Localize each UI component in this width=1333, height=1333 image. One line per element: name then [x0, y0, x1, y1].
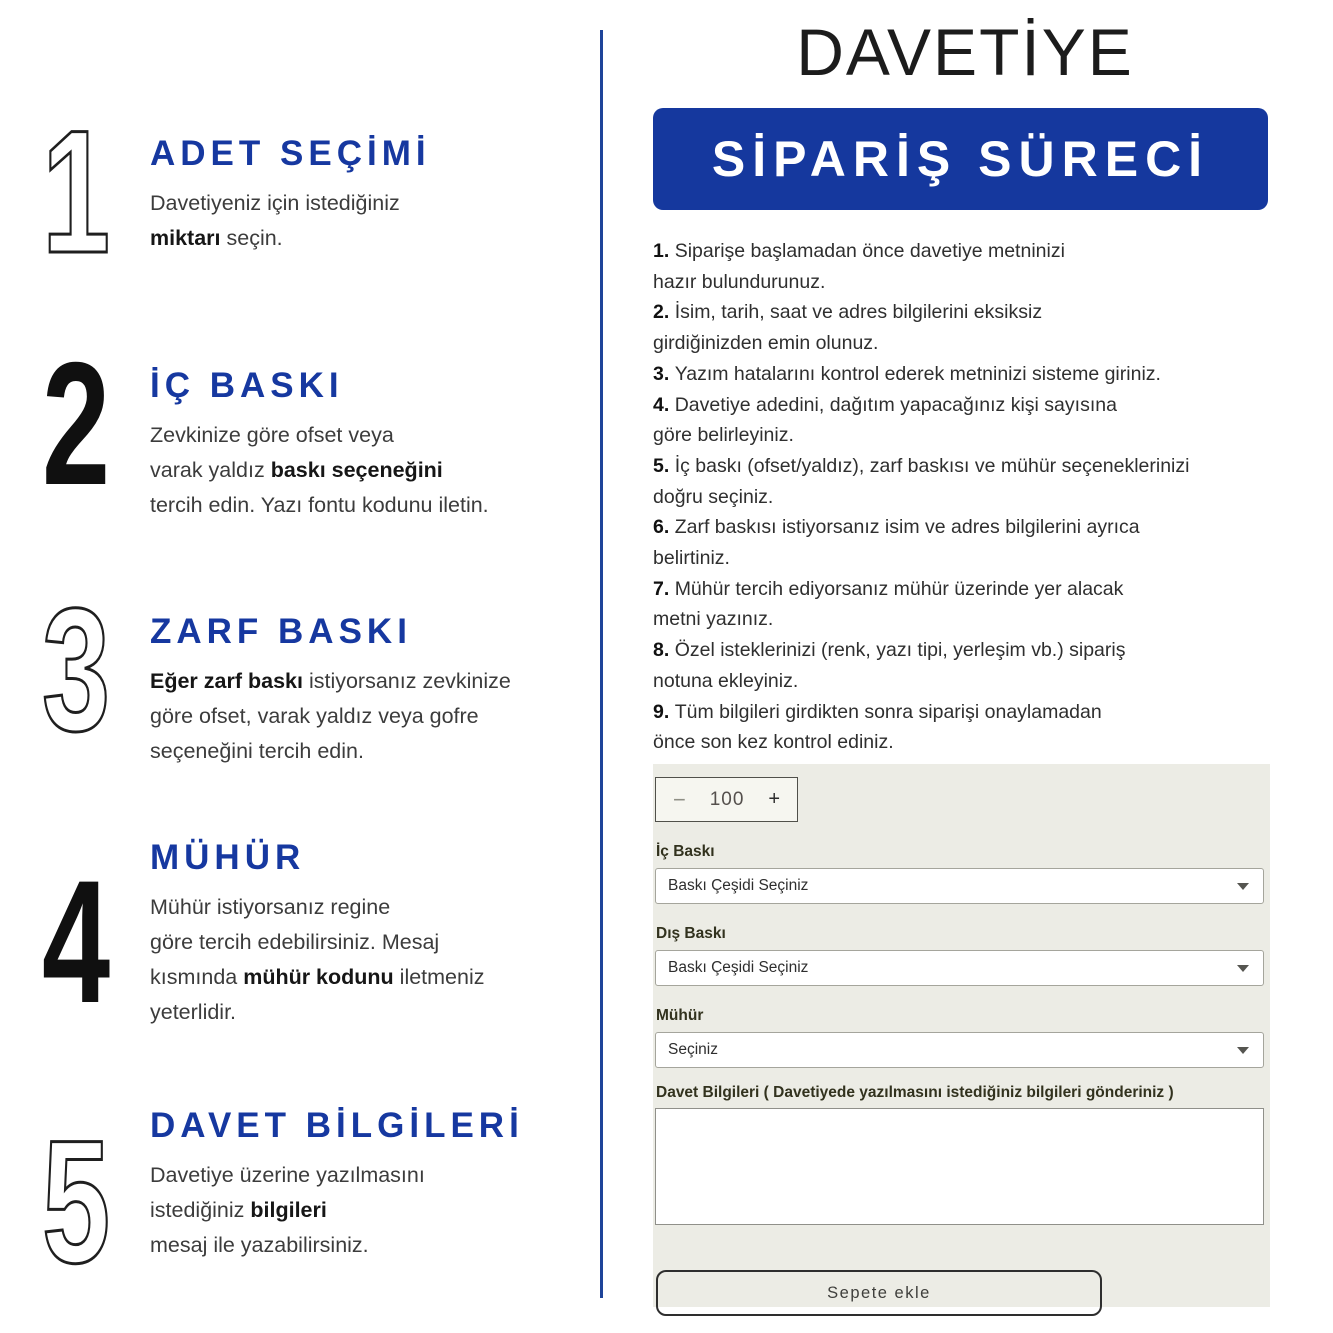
instruction-item: 8. Özel isteklerinizi (renk, yazı tipi, yerleşim vb.) sipariş notuna ekleyiniz.	[653, 639, 1126, 692]
chevron-down-icon	[1237, 965, 1249, 972]
step-2	[42, 327, 587, 523]
davet-bilgileri-label: Davet Bilgileri ( Davetiyede yazılmasını istediğiniz bilgileri gönderiniz )	[656, 1084, 1174, 1101]
step-title: DAVET BİLGİLERİ	[150, 1106, 524, 1145]
order-process-banner	[653, 108, 1268, 210]
step-title: ADET SEÇİMİ	[150, 134, 431, 173]
davet-bilgileri-textarea[interactable]	[655, 1108, 1264, 1225]
vertical-divider	[600, 30, 603, 1298]
order-process-banner-text: SİPARİŞ SÜRECİ	[711, 131, 1210, 187]
step-title: MÜHÜR	[150, 838, 306, 877]
ic-baski-select[interactable]	[655, 868, 1264, 904]
step-4	[42, 832, 587, 1040]
instruction-item: 7. Mühür tercih ediyorsanız mühür üzerinde yer alacak metni yazınız.	[653, 577, 1124, 631]
ic-baski-label: İç Baskı	[656, 843, 715, 860]
instruction-item: 2. İsim, tarih, saat ve adres bilgilerini eksiksiz girdiğinizden emin olunuz.	[653, 301, 1043, 355]
step-3	[42, 573, 587, 769]
dis-baski-label: Dış Baskı	[656, 925, 726, 942]
dis-baski-select[interactable]	[655, 950, 1264, 986]
quantity-stepper[interactable]	[655, 777, 798, 822]
step-body: Davetiye üzerine yazılmasını istediğiniz bilgileri mesaj ile yazabilirsiniz.	[150, 1163, 425, 1257]
step-1	[42, 95, 587, 290]
quantity-decrease-button[interactable]: −	[673, 786, 686, 812]
step-number: 1	[42, 95, 111, 290]
page-title: DAVETİYE	[796, 15, 1134, 89]
muhur-select[interactable]	[655, 1032, 1264, 1068]
dis-baski-selected-value: Baskı Çeşidi Seçiniz	[668, 959, 809, 976]
ic-baski-selected-value: Baskı Çeşidi Seçiniz	[668, 877, 809, 894]
instruction-item: 6. Zarf baskısı istiyorsanız isim ve adres bilgilerini ayrıca belirtiniz.	[653, 516, 1140, 570]
instruction-item: 1. Siparişe başlamadan önce davetiye metninizi hazır bulundurunuz.	[653, 240, 1065, 293]
muhur-label: Mühür	[656, 1007, 704, 1024]
step-title: İÇ BASKI	[150, 366, 344, 405]
quantity-value[interactable]: 100	[709, 788, 745, 810]
step-body: Eğer zarf baskı istiyorsanız zevkinize göre ofset, varak yaldız veya gofre seçeneğini tercih edin.	[150, 669, 511, 763]
muhur-selected-value: Seçiniz	[668, 1041, 718, 1058]
step-number: 4	[42, 845, 111, 1040]
step-number: 5	[42, 1105, 111, 1300]
instruction-item: 3. Yazım hatalarını kontrol ederek metninizi sisteme giriniz.	[653, 362, 1161, 385]
step-number: 3	[42, 573, 111, 768]
order-form	[653, 764, 1270, 1307]
step-number: 2	[42, 327, 111, 522]
step-body: Zevkinize göre ofset veya varak yaldız baskı seçeneğini tercih edin. Yazı fontu kodunu iletin.	[150, 423, 489, 517]
instruction-item: 9. Tüm bilgileri girdikten sonra siparişi onaylamadan önce son kez kontrol ediniz.	[653, 700, 1102, 754]
add-to-cart-button[interactable]: Sepete ekle	[656, 1270, 1102, 1316]
instructions-list	[653, 236, 1293, 758]
step-body: Mühür istiyorsanız regine göre tercih edebilirsiniz. Mesaj kısmında mühür kodunu iletmeniz yeterlidir.	[150, 895, 485, 1024]
chevron-down-icon	[1237, 883, 1249, 890]
quantity-increase-button[interactable]: +	[768, 788, 780, 810]
instruction-item: 4. Davetiye adedini, dağıtım yapacağınız kişi sayısına göre belirleyiniz.	[653, 393, 1117, 447]
step-body: Davetiyeniz için istediğiniz miktarı seçin.	[150, 191, 400, 250]
instruction-item: 5. İç baskı (ofset/yaldız), zarf baskısı ve mühür seçeneklerinizi doğru seçiniz.	[653, 454, 1190, 508]
step-5	[42, 1100, 587, 1300]
chevron-down-icon	[1237, 1047, 1249, 1054]
step-title: ZARF BASKI	[150, 612, 412, 651]
